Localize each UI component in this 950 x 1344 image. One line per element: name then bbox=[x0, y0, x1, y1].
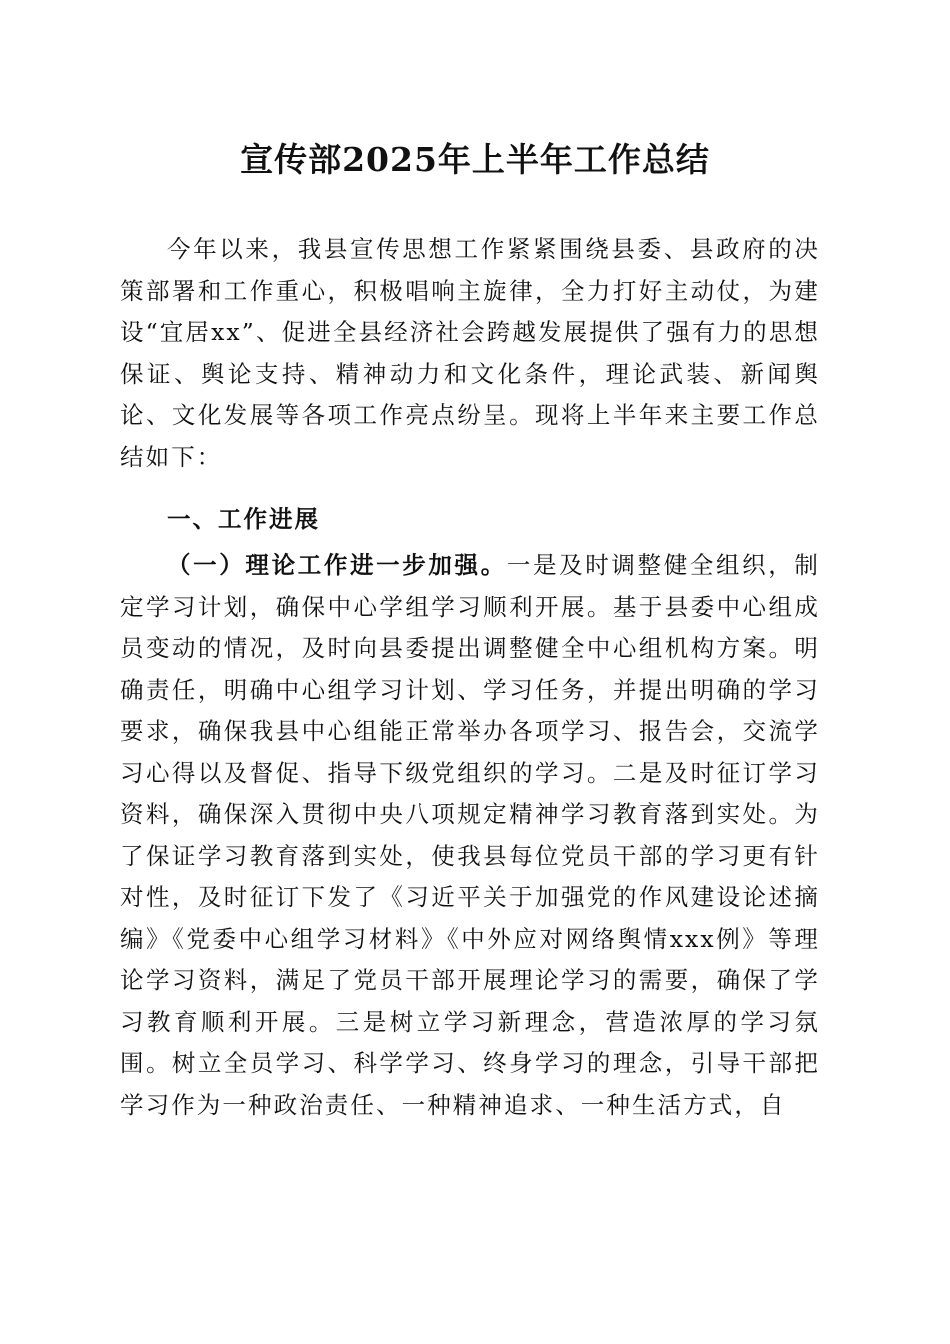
subsection-heading-theory: （一）理论工作进一步加强。 bbox=[167, 551, 507, 579]
theory-work-paragraph bbox=[120, 545, 820, 1126]
section-heading-progress: 一、工作进展 bbox=[167, 505, 320, 533]
intro-paragraph: 今年以来，我县宣传思想工作紧紧围绕县委、县政府的决策部署和工作重心，积极唱响主旋律，全力打好主动仗，为建设“宜居xx”、促进全县经济社会跨越发展提供了强有力的思想保证、舆论支持、精神动力和文化条件，理论武装、新闻舆论、文化发展等各项工作亮点纷呈。现将上半年来主要工作总结如下： bbox=[120, 235, 820, 471]
subsection-body-theory: 一是及时调整健全组织，制定学习计划，确保中心学组学习顺利开展。基于县委中心组成员变动的情况，及时向县委提出调整健全中心组机构方案。明确责任，明确中心组学习计划、学习任务，并提出明确的学习要求，确保我县中心组能正常举办各项学习、报告会，交流学习心得以及督促、指导下级党组织的学习。二是及时征订学习资料，确保深入贯彻中央八项规定精神学习教育落到实处。为了保证学习教育落到实处，使我县每位党员干部的学习更有针对性，及时征订下发了《习近平关于加强党的作风建设论述摘编》《党委中心组学习材料》《中外应对网络舆情xxx例》等理论学习资料，满足了党员干部开展理论学习的需要，确保了学习教育顺利开展。三是树立学习新理念，营造浓厚的学习氛围。树立全员学习、科学学习、终身学习的理念，引导干部把学习作为一种政治责任、一种精神追求、一种生活方式，自 bbox=[120, 551, 820, 1119]
document-title: 宣传部2025年上半年工作总结 bbox=[240, 140, 710, 179]
